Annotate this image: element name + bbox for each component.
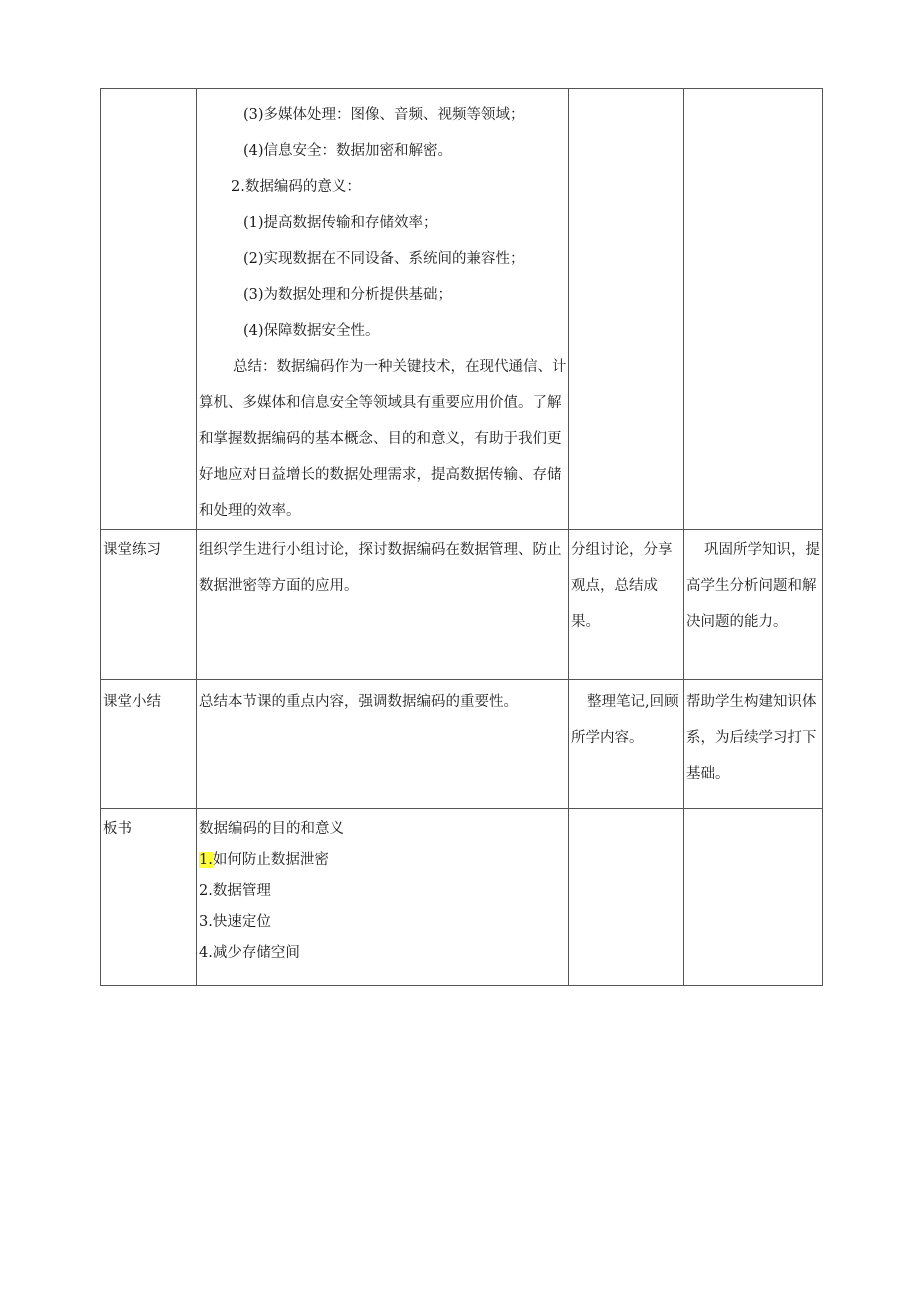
row-label-cell bbox=[101, 809, 197, 986]
content-line: (4)信息安全：数据加密和解密。 bbox=[243, 143, 453, 159]
student-cell-empty bbox=[569, 89, 684, 530]
content-line: (4)保障数据安全性。 bbox=[243, 323, 380, 339]
teacher-activity-cell bbox=[197, 530, 569, 680]
board-item-text: 如何防止数据泄密 bbox=[212, 852, 329, 868]
purpose-cell-empty bbox=[684, 89, 823, 530]
row-board bbox=[101, 809, 823, 986]
row-continued bbox=[101, 89, 823, 530]
student-activity-cell bbox=[569, 530, 684, 680]
lesson-plan-table bbox=[100, 88, 823, 986]
row-label-cell bbox=[101, 530, 197, 680]
content-heading: 2.数据编码的意义： bbox=[231, 179, 361, 195]
teacher-activity-text: 组织学生进行小组讨论，探讨数据编码在数据管理、防止数据泄密等方面的应用。 bbox=[199, 542, 562, 594]
content-line: (3)多媒体处理：图像、音频、视频等领域； bbox=[243, 107, 525, 123]
content-line: (3)为数据处理和分析提供基础； bbox=[243, 287, 453, 303]
row-practice bbox=[101, 530, 823, 680]
student-cell-empty bbox=[569, 809, 684, 986]
design-purpose-cell bbox=[684, 530, 823, 680]
row-label-cell bbox=[101, 680, 197, 809]
student-activity-text: 整理笔记,回顾所学内容。 bbox=[571, 694, 679, 746]
teacher-activity-text: 总结本节课的重点内容，强调数据编码的重要性。 bbox=[199, 694, 518, 710]
purpose-cell-empty bbox=[684, 809, 823, 986]
board-item: 4.减少存储空间 bbox=[199, 945, 300, 961]
student-activity-text: 分组讨论，分享观点，总结成果。 bbox=[571, 542, 673, 630]
row-label: 课堂小结 bbox=[103, 694, 161, 710]
design-purpose-text: 巩固所学知识，提高学生分析问题和解决问题的能力。 bbox=[686, 542, 820, 630]
label-cell-empty bbox=[101, 89, 197, 530]
board-item: 3.快速定位 bbox=[199, 914, 271, 930]
row-label: 板书 bbox=[103, 821, 132, 837]
highlight-mark: 1. bbox=[199, 852, 213, 868]
teacher-activity-cell bbox=[197, 680, 569, 809]
summary-paragraph: 总结：数据编码作为一种关键技术，在现代通信、计算机、多媒体和信息安全等领域具有重要应用价值。了解和掌握数据编码的基本概念、目的和意义，有助于我们更好地应对日益增长的数据处理需求，提高数据传输、存储和处理的效率。 bbox=[199, 359, 567, 519]
design-purpose-cell bbox=[684, 680, 823, 809]
student-activity-cell bbox=[569, 680, 684, 809]
board-item: 2.数据管理 bbox=[199, 883, 271, 899]
content-line: (2)实现数据在不同设备、系统间的兼容性； bbox=[243, 251, 525, 267]
board-item bbox=[197, 845, 568, 876]
row-summary bbox=[101, 680, 823, 809]
board-content-cell bbox=[197, 809, 569, 986]
content-line: (1)提高数据传输和存储效率； bbox=[243, 215, 438, 231]
board-title: 数据编码的目的和意义 bbox=[199, 821, 344, 837]
row-label: 课堂练习 bbox=[103, 542, 161, 558]
design-purpose-text: 帮助学生构建知识体系，为后续学习打下基础。 bbox=[686, 694, 817, 782]
content-cell bbox=[197, 89, 569, 530]
